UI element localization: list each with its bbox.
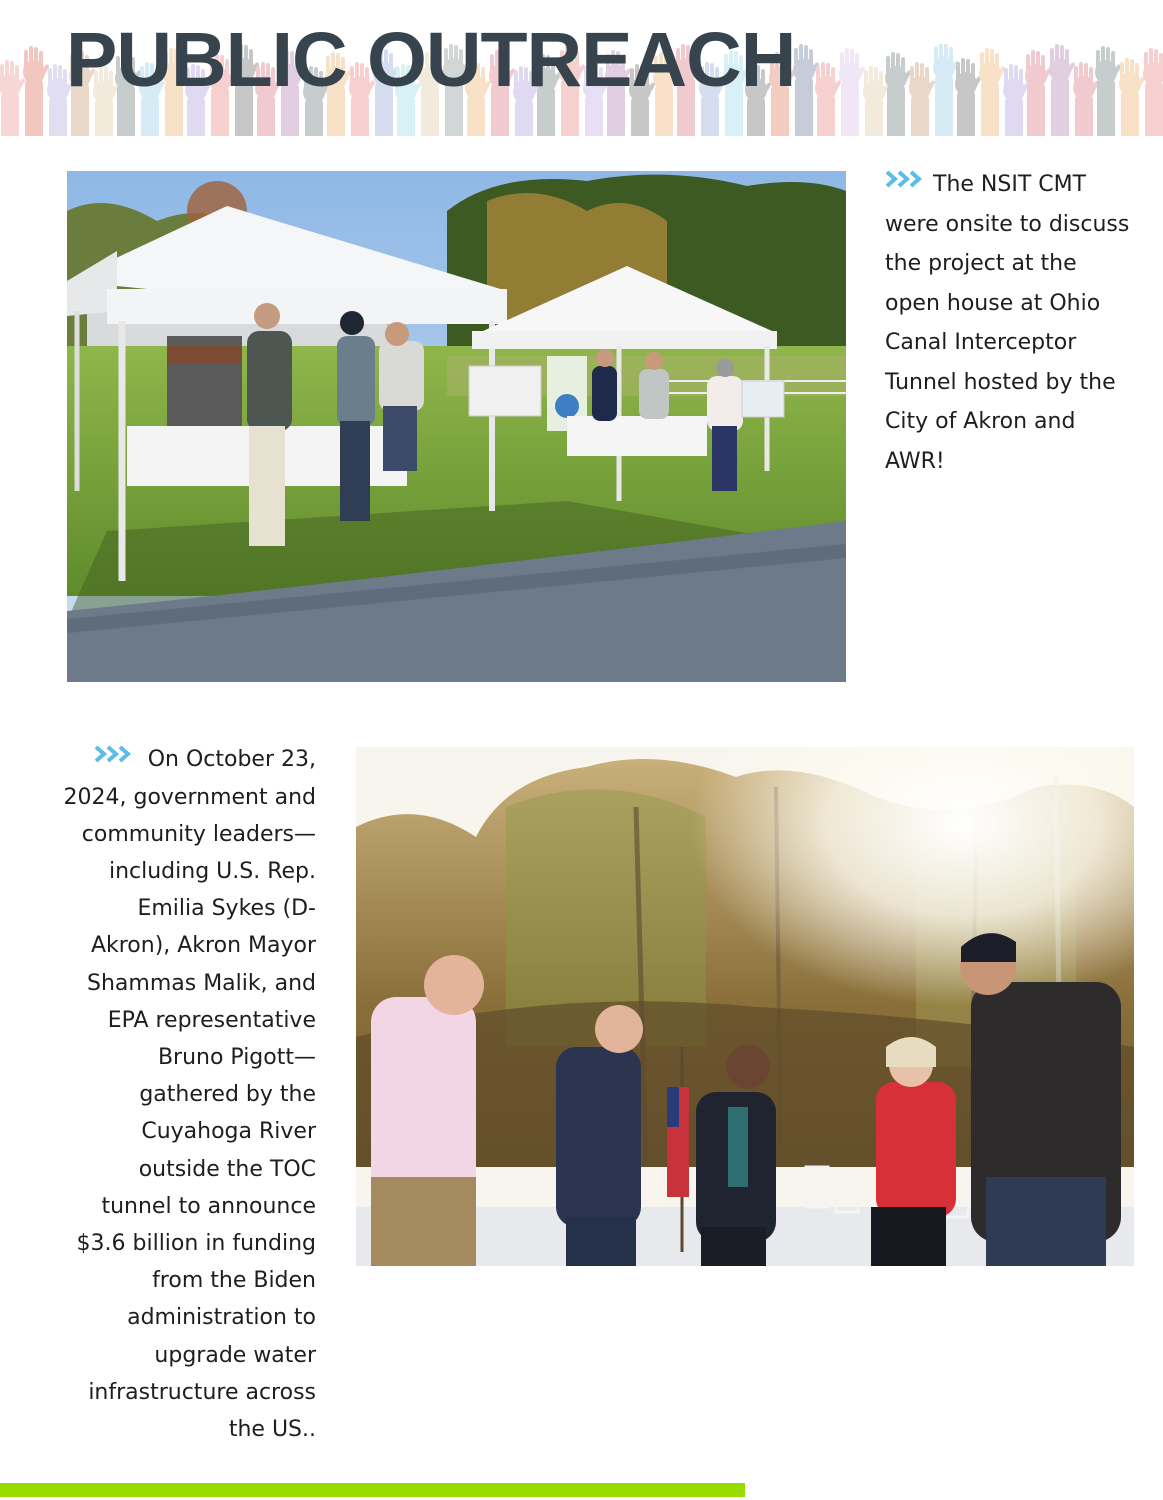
page-title: PUBLIC OUTREACH [66, 17, 796, 103]
funding-announcement-caption [62, 741, 316, 1448]
community-leaders-gathering-photo [356, 747, 1134, 1266]
footer-accent-bar [0, 1483, 745, 1497]
open-house-text: The NSIT CMT were onsite to discuss the project at the open house at Ohio Canal Interceptor Tunnel hosted by the City of Akron and AWR! [885, 172, 1130, 474]
header-banner [0, 0, 1163, 140]
funding-announcement-text: On October 23, 2024, government and community leaders—including U.S. Rep. Emilia Sykes (D-Akron), Akron Mayor Shammas Malik, and EPA representative Bruno Pigott—gathered by the Cuyahoga River outside the TOC tunnel to announce $3.6 billion in funding from the Biden administration to upgrade water infrastructure across the US.. [63, 747, 316, 1443]
triple-chevron-right-icon [885, 162, 925, 202]
triple-chevron-right-icon [94, 738, 134, 775]
open-house-tents-photo [67, 171, 846, 682]
open-house-caption [885, 165, 1135, 481]
